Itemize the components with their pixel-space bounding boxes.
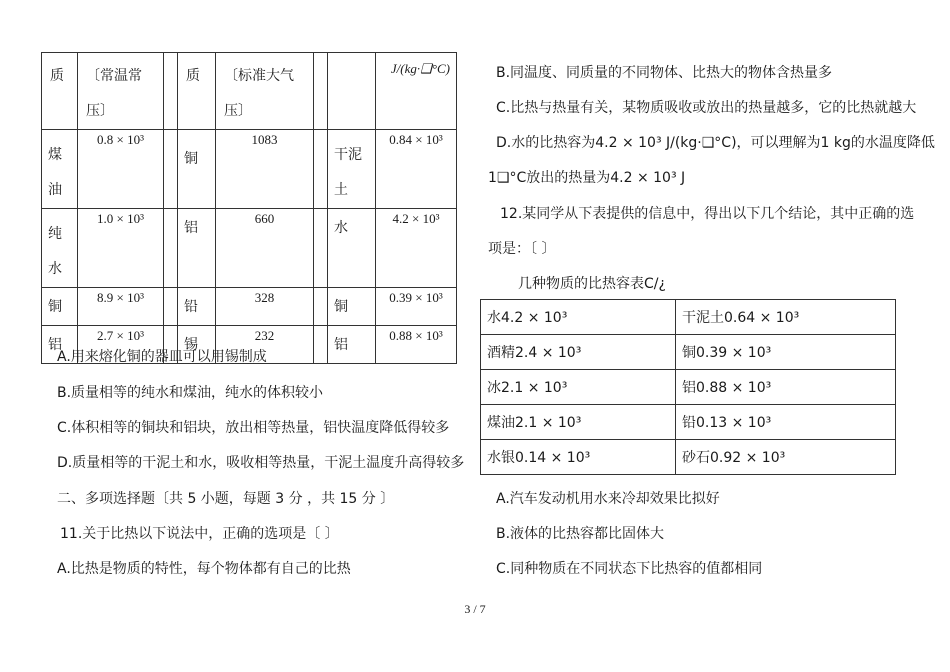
table-cell: 水4.2 × 10³ (481, 300, 676, 335)
section-heading: 二、多项选择题〔共 5 小题，每题 3 分 ，共 15 分 〕 (57, 491, 395, 507)
spacer-cell (164, 53, 178, 130)
cell-text: 铜 (184, 151, 198, 167)
unit-header-cell: J/(kg·❑°C) (376, 53, 457, 130)
header-cell: 〔常温常 压〕 (78, 53, 164, 130)
table-row (481, 405, 896, 440)
table-row (481, 370, 896, 405)
specific-heat-table (480, 299, 896, 475)
cell-value: 0.39 × 10³ (389, 290, 443, 305)
table-row (42, 209, 457, 288)
cell-value: 660 (254, 211, 275, 226)
cell-text: 油 (48, 182, 62, 198)
table-cell: 冰2.1 × 10³ (481, 370, 676, 405)
table-cell: 铝0.88 × 10³ (676, 370, 896, 405)
question-11: 11.关于比热以下说法中，正确的选项是〔 〕 (60, 526, 339, 542)
option-b: B.质量相等的纯水和煤油，纯水的体积较小 (57, 385, 324, 401)
cell-text: 水 (334, 220, 348, 236)
header-cell: 质 (178, 53, 216, 130)
cell-value: 1.0 × 10³ (97, 211, 144, 226)
table-cell: 酒精2.4 × 10³ (481, 335, 676, 370)
cell-value: 232 (254, 328, 275, 343)
header-cell: 〔标准大气 压〕 (216, 53, 314, 130)
table-cell: 砂石0.92 × 10³ (676, 440, 896, 475)
cell-value: 8.9 × 10³ (97, 290, 144, 305)
cell-text: 水 (48, 261, 62, 277)
cell-text: 土 (334, 182, 348, 198)
option-d: D.质量相等的干泥土和水，吸收相等热量，干泥土温度升高得较多 (57, 455, 465, 471)
q12-option-a: A.汽车发动机用水来冷却效果比拟好 (496, 491, 720, 507)
q12-option-c: C.同种物质在不同状态下比热容的值都相同 (496, 561, 763, 577)
cell-text: 煤 (48, 147, 62, 163)
table-row (481, 440, 896, 475)
header-cell (328, 53, 376, 130)
spacer-cell (314, 53, 328, 130)
left-data-table (41, 52, 457, 364)
cell-text: 铝 (184, 220, 198, 236)
table-header-row (42, 53, 457, 130)
table-caption: 几种物质的比热容表C/¿ (518, 276, 666, 292)
table-row (481, 335, 896, 370)
cell-value: 1083 (251, 132, 278, 147)
q12-option-b: B.液体的比热容都比固体大 (496, 526, 665, 542)
q11-option-a: A.比热是物质的特性，每个物体都有自己的比热 (57, 561, 351, 577)
cell-text: 铝 (48, 337, 62, 353)
cell-value: 0.84 × 10³ (389, 132, 443, 147)
cell-value: 4.2 × 10³ (392, 211, 440, 226)
page-number: 3 / 7 (464, 602, 486, 616)
table-cell: 水银0.14 × 10³ (481, 440, 676, 475)
q11-option-d-line1: D.水的比热容为4.2 × 10³ J/(kg·❑°C)，可以理解为1 kg的水温度降低 (496, 135, 935, 151)
q11-option-b: B.同温度、同质量的不同物体、比热大的物体含热量多 (496, 65, 833, 81)
cell-value: 328 (254, 290, 275, 305)
header-cell: 质 (42, 53, 78, 130)
question-12-cont: 项是：〔 〕 (488, 241, 556, 257)
cell-text: 铜 (334, 299, 348, 315)
table-cell: 铜0.39 × 10³ (676, 335, 896, 370)
option-c: C.体积相等的铜块和铝块，放出相等热量，铝快温度降低得较多 (57, 420, 450, 436)
table-cell: 铅0.13 × 10³ (676, 405, 896, 440)
table-cell: 干泥土0.64 × 10³ (676, 300, 896, 335)
table-cell: 煤油2.1 × 10³ (481, 405, 676, 440)
table-row (42, 130, 457, 209)
cell-value: 2.7 × 10³ (97, 328, 144, 343)
option-a: A.用来熔化铜的器皿可以用锡制成 (57, 349, 267, 365)
q11-option-d-line2: 1❑°C放出的热量为4.2 × 10³ J (488, 170, 686, 186)
table-row (42, 288, 457, 326)
cell-value: 0.88 × 10³ (389, 328, 443, 343)
cell-text: 铜 (48, 299, 62, 315)
cell-value: 0.8 × 10³ (97, 132, 144, 147)
q11-option-c: C.比热与热量有关，某物质吸收或放出的热量越多，它的比热就越大 (496, 100, 917, 116)
cell-text: 干泥 (334, 147, 362, 163)
cell-text: 锡 (184, 337, 198, 353)
cell-text: 纯 (48, 226, 62, 242)
table-row (481, 300, 896, 335)
question-12: 12.某同学从下表提供的信息中，得出以下几个结论，其中正确的选 (500, 206, 915, 222)
cell-text: 铝 (334, 337, 348, 353)
cell-text: 铅 (184, 299, 198, 315)
